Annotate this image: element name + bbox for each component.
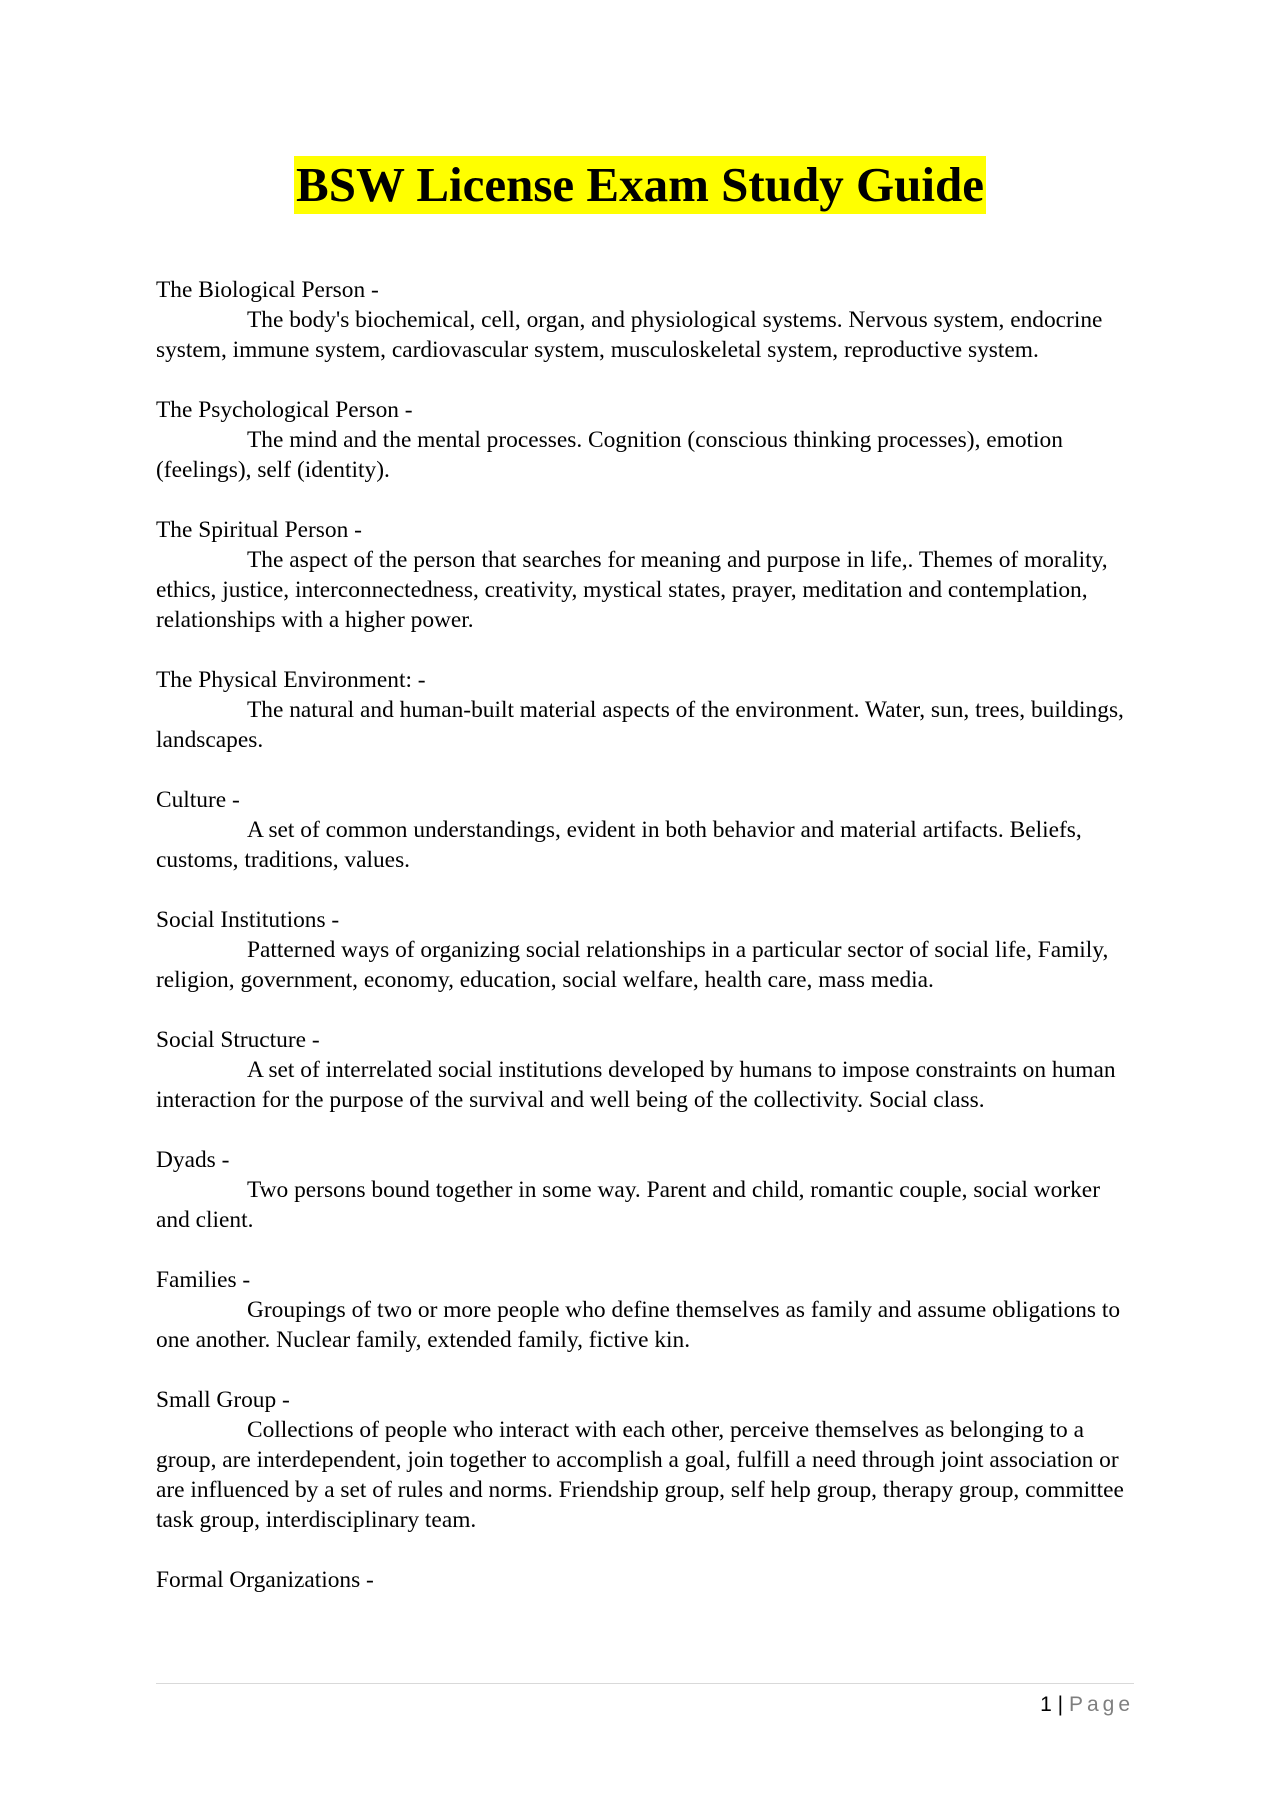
entry-definition: The mind and the mental processes. Cognition (conscious thinking processes), emotion (feelings), self (identity). <box>156 427 1063 483</box>
entry-term: Families - <box>156 1267 251 1293</box>
page-label: Page <box>1068 1693 1134 1716</box>
entry-psychological-person <box>156 395 1136 485</box>
entry-definition: A set of interrelated social institutions developed by humans to impose constraints on human interaction for the purpose of the survival and well being of the collectivity. Social class. <box>156 1057 1116 1113</box>
study-guide-content <box>156 275 1136 1625</box>
entry-spiritual-person <box>156 515 1136 635</box>
entry-families <box>156 1265 1136 1355</box>
entry-formal-organizations <box>156 1565 1136 1595</box>
entry-definition: The body's biochemical, cell, organ, and physiological systems. Nervous system, endocrine system, immune system, cardiovascular system, musculoskeletal system, reproductive system. <box>156 307 1103 363</box>
entry-social-institutions <box>156 905 1136 995</box>
entry-definition: The aspect of the person that searches for meaning and purpose in life,. Themes of morality, ethics, justice, interconnectedness, creativity, mystical states, prayer, meditation and contemplation, relationships with a higher power. <box>156 547 1108 633</box>
entry-definition: Groupings of two or more people who define themselves as family and assume obligations to one another. Nuclear family, extended family, fictive kin. <box>156 1297 1121 1353</box>
entry-term: The Psychological Person - <box>156 397 413 423</box>
entry-definition: Two persons bound together in some way. Parent and child, romantic couple, social worker and client. <box>156 1177 1100 1233</box>
page-separator: | <box>1057 1693 1064 1716</box>
title-container <box>0 156 1280 214</box>
entry-term: The Biological Person - <box>156 277 379 303</box>
page-number: 1 <box>1040 1693 1052 1716</box>
entry-term: The Spiritual Person - <box>156 517 362 543</box>
entry-definition: Patterned ways of organizing social relationships in a particular sector of social life, Family, religion, government, economy, education, social welfare, health care, mass media. <box>156 937 1109 993</box>
page-footer <box>1040 1692 1134 1718</box>
entry-term: The Physical Environment: - <box>156 667 426 693</box>
page-title: BSW License Exam Study Guide <box>296 157 984 212</box>
entry-definition: The natural and human-built material aspects of the environment. Water, sun, trees, buildings, landscapes. <box>156 697 1124 753</box>
entry-term: Dyads - <box>156 1147 230 1173</box>
entry-small-group <box>156 1385 1136 1535</box>
entry-social-structure <box>156 1025 1136 1115</box>
entry-term: Social Institutions - <box>156 907 340 933</box>
entry-definition: A set of common understandings, evident in both behavior and material artifacts. Beliefs, customs, traditions, values. <box>156 817 1082 873</box>
entry-term: Culture - <box>156 787 240 813</box>
entry-biological-person <box>156 275 1136 365</box>
entry-physical-environment <box>156 665 1136 755</box>
footer-divider <box>156 1683 1134 1684</box>
entry-culture <box>156 785 1136 875</box>
entry-dyads <box>156 1145 1136 1235</box>
entry-term: Small Group - <box>156 1387 290 1413</box>
entry-definition: Collections of people who interact with each other, perceive themselves as belonging to a group, are interdependent, join together to accomplish a goal, fulfill a need through joint association or are influenced by a set of rules and norms. Friendship group, self help group, therapy group, committee task group, interdisciplinary team. <box>156 1417 1124 1533</box>
entry-term: Social Structure - <box>156 1027 320 1053</box>
entry-term: Formal Organizations - <box>156 1567 374 1593</box>
